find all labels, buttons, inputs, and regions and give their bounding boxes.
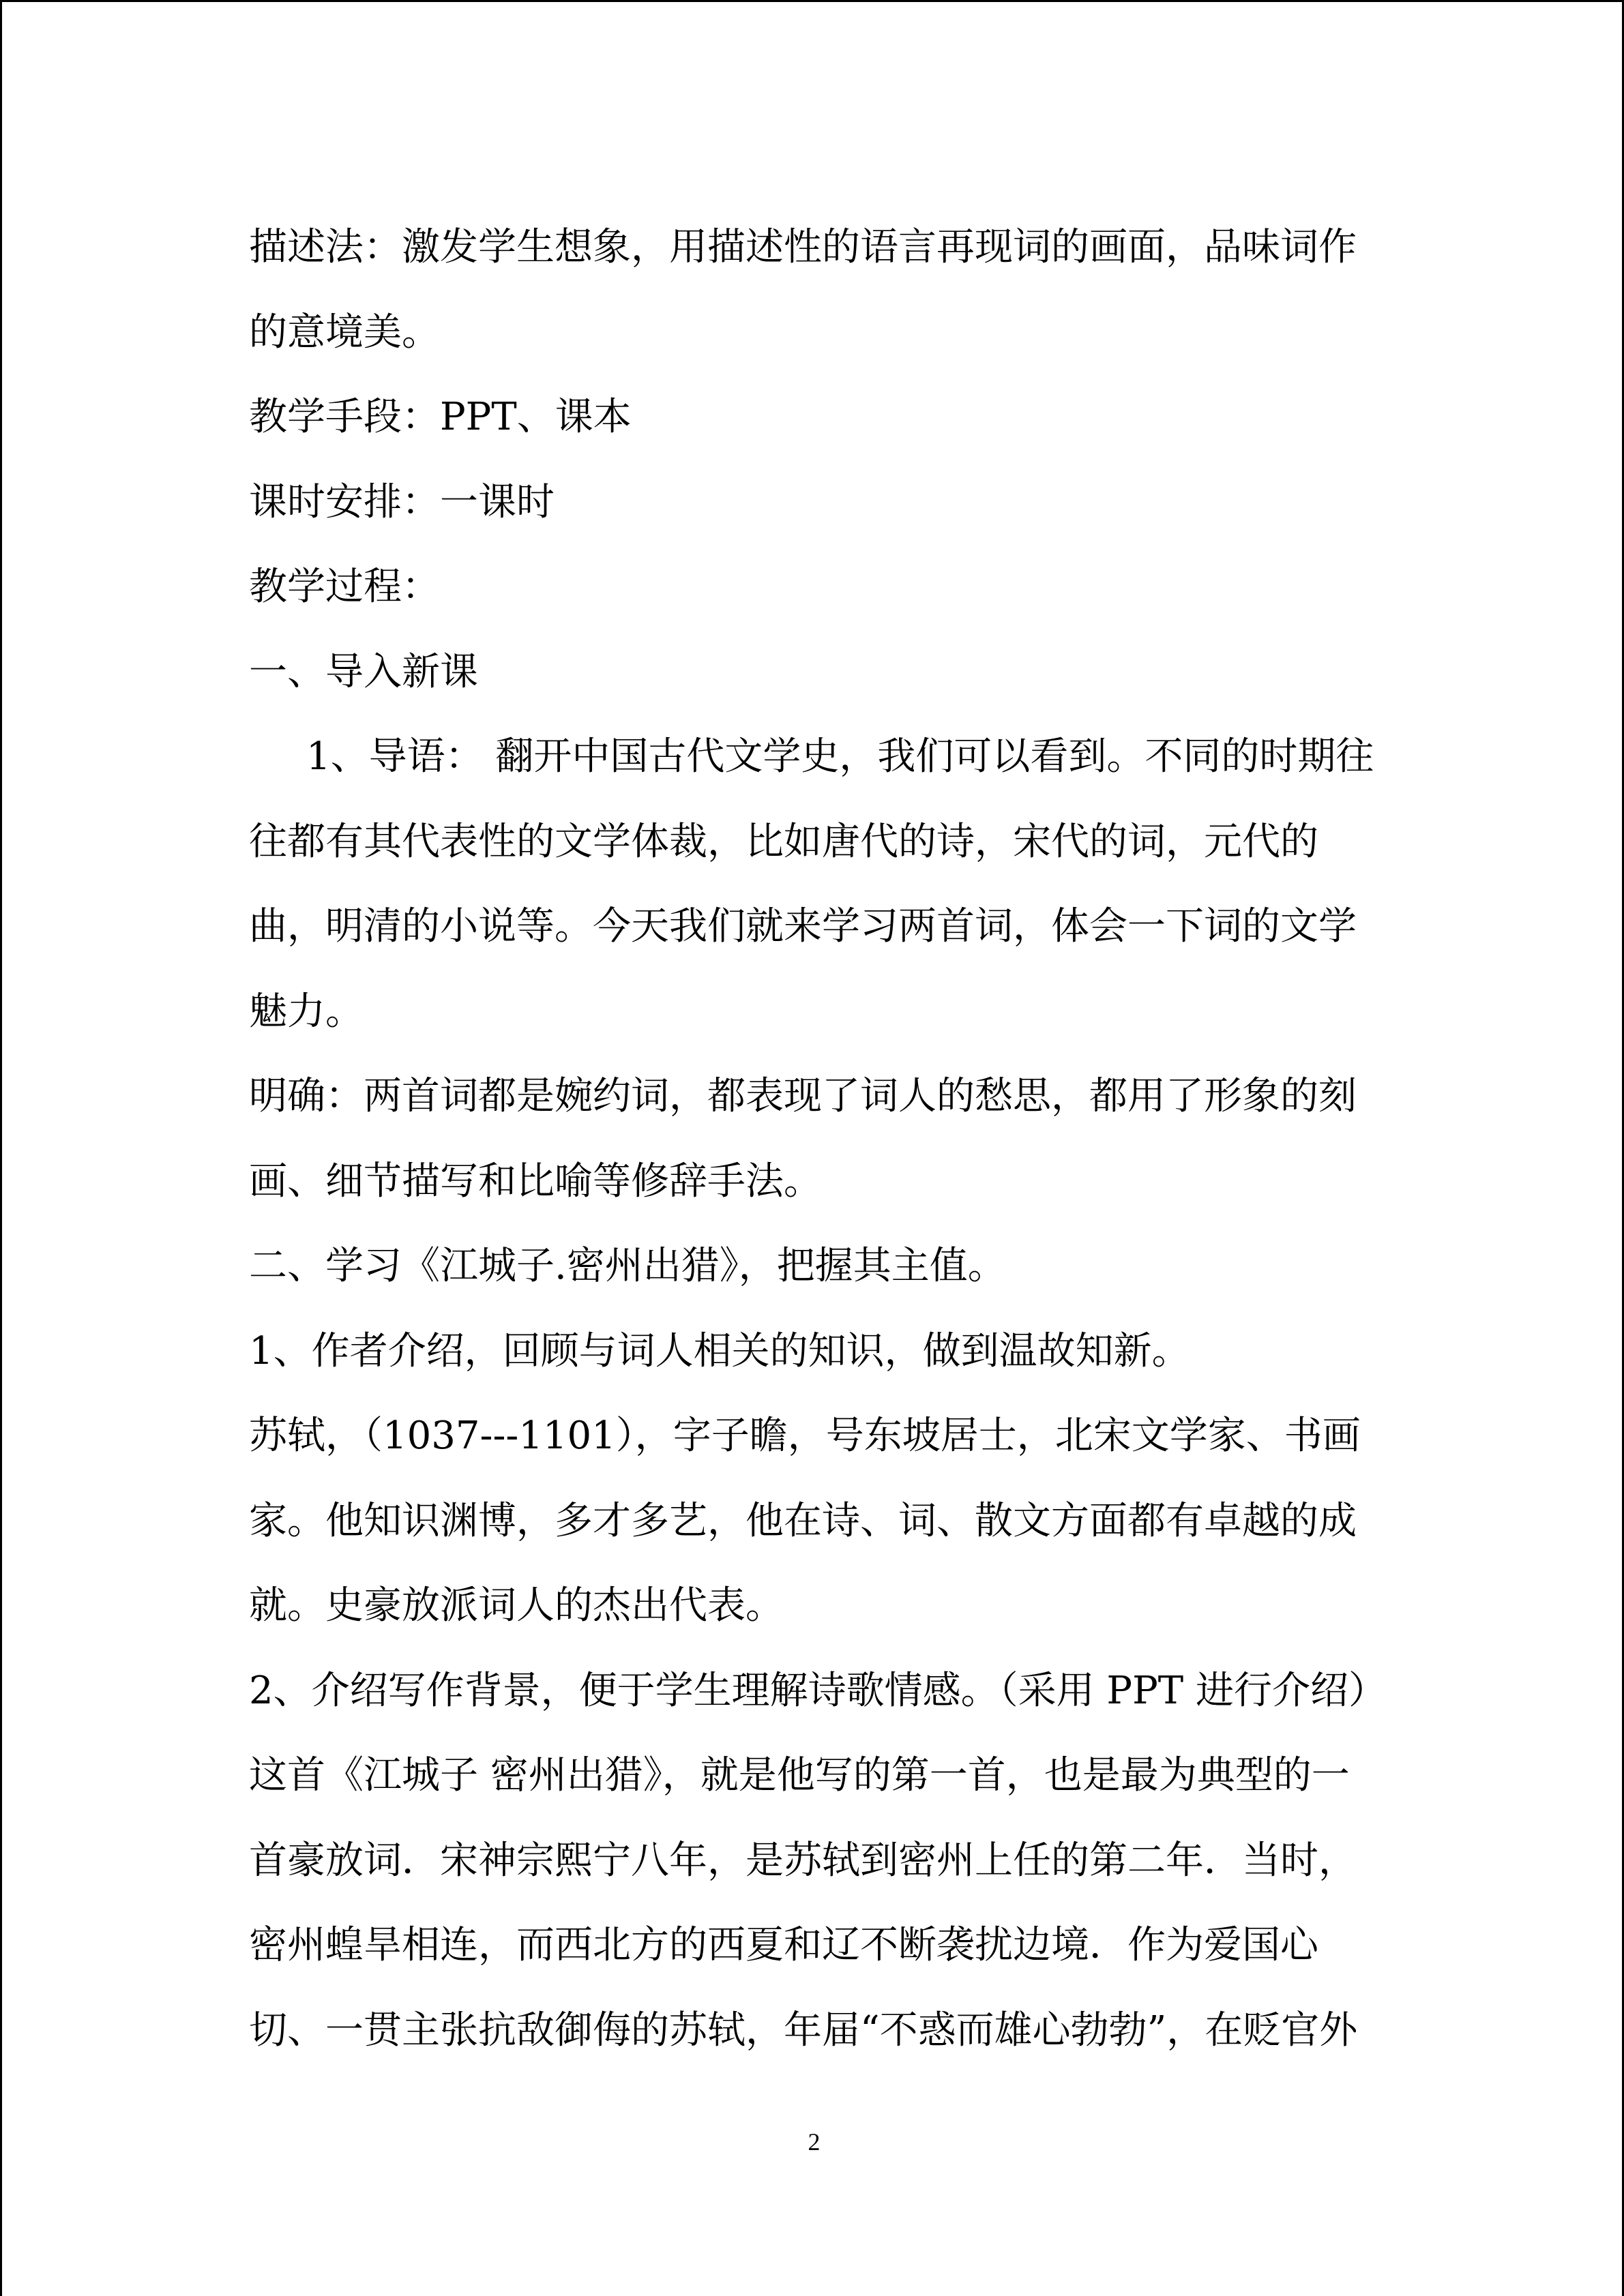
paragraph-line: 课时安排：一课时 bbox=[249, 479, 555, 524]
page-number: 2 bbox=[808, 2128, 821, 2156]
paragraph-line: 这首《江城子 密州出猎》，就是他写的第一首，也是最为典型的一 bbox=[249, 1753, 1350, 1798]
paragraph-line: 密州蝗旱相连，而西北方的西夏和辽不断袭扰边境．作为爱国心 bbox=[249, 1923, 1318, 1967]
paragraph-line: 1、导语： 翻开中国古代文学史，我们可以看到。不同的时期往 bbox=[306, 734, 1374, 779]
paragraph-line: 教学手段：PPT、课本 bbox=[249, 395, 632, 439]
paragraph-line: 明确：两首词都是婉约词，都表现了词人的愁思，都用了形象的刻 bbox=[249, 1074, 1357, 1118]
paragraph-line: 魅力。 bbox=[249, 989, 364, 1034]
paragraph-line: 就。史豪放派词人的杰出代表。 bbox=[249, 1583, 784, 1628]
paragraph-line: 1、作者介绍，回顾与词人相关的知识，做到温故知新。 bbox=[249, 1328, 1190, 1373]
paragraph-line: 画、细节描写和比喻等修辞手法。 bbox=[249, 1159, 822, 1204]
document-body bbox=[249, 205, 1395, 2073]
paragraph-line: 的意境美。 bbox=[249, 310, 440, 355]
paragraph-line: 首豪放词．宋神宗熙宁八年，是苏轼到密州上任的第二年．当时， bbox=[249, 1838, 1357, 1883]
paragraph-line: 描述法：激发学生想象，用描述性的语言再现词的画面，品味词作 bbox=[249, 225, 1357, 269]
paragraph-line: 切、一贯主张抗敌御侮的苏轼，年届“不惑而雄心勃勃”，在贬官外 bbox=[249, 2008, 1358, 2053]
paragraph-line: 苏轼，（1037---1101），字子瞻，号东坡居士，北宋文学家、书画 bbox=[249, 1414, 1361, 1458]
paragraph-line: 往都有其代表性的文学体裁，比如唐代的诗，宋代的词，元代的 bbox=[249, 819, 1318, 864]
section-heading: 二、学习《江城子.密州出猎》，把握其主值。 bbox=[249, 1244, 1006, 1288]
paragraph-line: 2、介绍写作背景，便于学生理解诗歌情感。（采用 PPT 进行介绍） bbox=[249, 1668, 1387, 1713]
paragraph-line: 家。他知识渊博，多才多艺，他在诗、词、散文方面都有卓越的成 bbox=[249, 1498, 1357, 1543]
paragraph-line: 教学过程： bbox=[249, 565, 440, 609]
section-heading: 一、导入新课 bbox=[249, 649, 478, 694]
paragraph-line: 曲，明清的小说等。今天我们就来学习两首词，体会一下词的文学 bbox=[249, 904, 1357, 949]
